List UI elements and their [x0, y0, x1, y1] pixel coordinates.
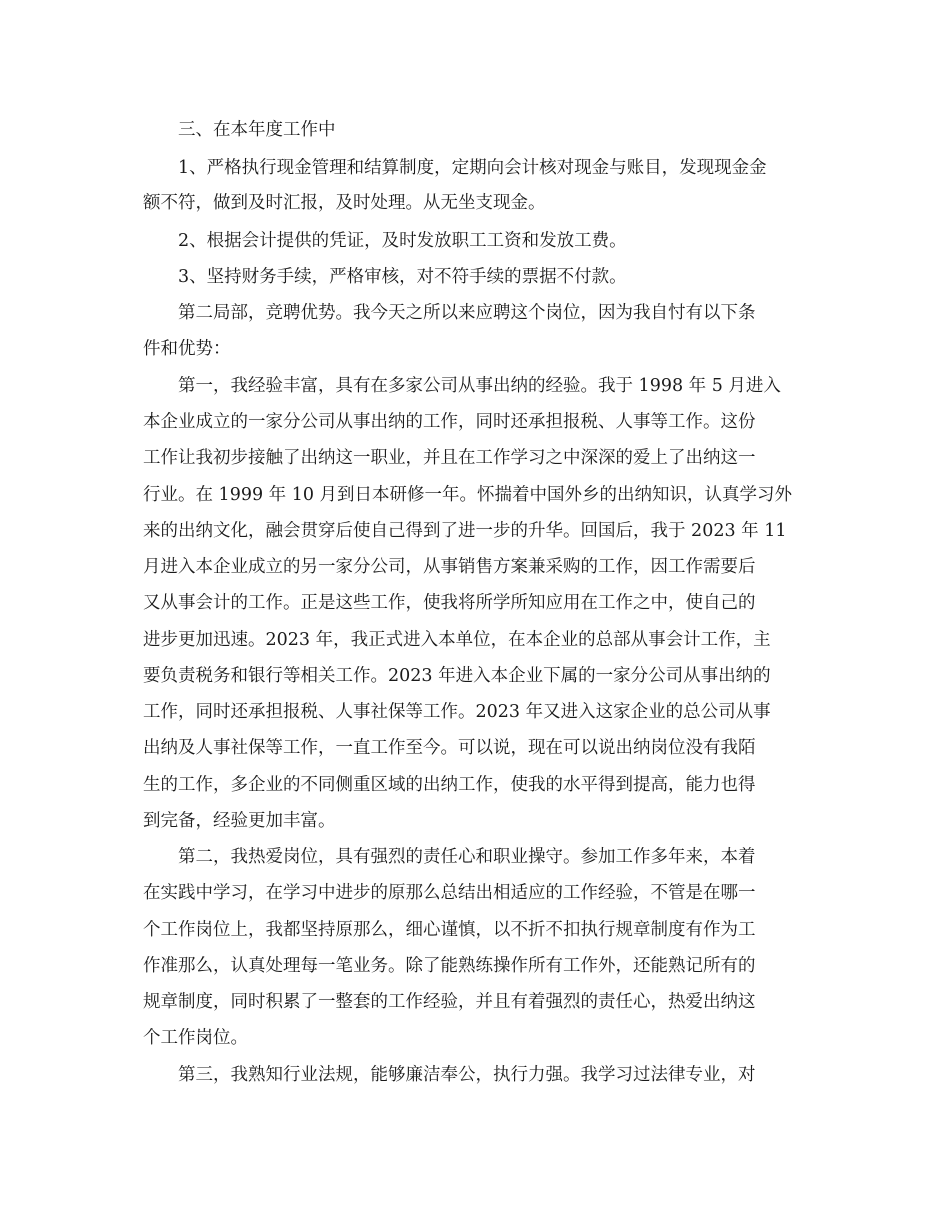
- text-line: 工作，同时还承担报税、人事社保等工作。2023 年又进入这家企业的总公司从事: [143, 702, 771, 722]
- text-line: 第二，我热爱岗位，具有强烈的责任心和职业操守。参加工作多年来，本着: [143, 847, 756, 867]
- text-line: 三、在本年度工作中: [143, 120, 336, 140]
- text-line: 进步更加迅速。2023 年，我正式进入本单位，在本企业的总部从事会计工作，主: [143, 630, 771, 650]
- text-line: 行业。在 1999 年 10 月到日本研修一年。怀揣着中国外乡的出纳知识，认真学习外: [143, 485, 793, 505]
- text-line: 额不符，做到及时汇报，及时处理。从无坐支现金。: [143, 193, 546, 213]
- text-line: 件和优势：: [143, 339, 231, 359]
- text-line: 个工作岗位上，我都坚持原那么，细心谨慎，以不折不扣执行规章制度有作为工: [143, 920, 756, 940]
- text-line: 要负责税务和银行等相关工作。2023 年进入本企业下属的一家分公司从事出纳的: [143, 666, 771, 686]
- text-line: 生的工作，多企业的不同侧重区域的出纳工作，使我的水平得到提高，能力也得: [143, 775, 756, 795]
- text-line: 第三，我熟知行业法规，能够廉洁奉公，执行力强。我学习过法律专业，对: [143, 1065, 756, 1085]
- text-line: 第二局部，竞聘优势。我今天之所以来应聘这个岗位，因为我自忖有以下条: [143, 303, 756, 323]
- text-line: 1、严格执行现金管理和结算制度，定期向会计核对现金与账目，发现现金金: [143, 158, 767, 178]
- text-line: 个工作岗位。: [143, 1028, 248, 1048]
- text-line: 2、根据会计提供的凭证，及时发放职工工资和发放工费。: [143, 231, 627, 251]
- text-line: 第一，我经验丰富，具有在多家公司从事出纳的经验。我于 1998 年 5 月进入: [143, 376, 781, 396]
- text-line: 出纳及人事社保等工作，一直工作至今。可以说，现在可以说出纳岗位没有我陌: [143, 738, 756, 758]
- text-line: 又从事会计的工作。正是这些工作，使我将所学所知应用在工作之中，使自己的: [143, 593, 756, 613]
- text-line: 3、坚持财务手续，严格审核，对不符手续的票据不付款。: [143, 267, 627, 287]
- text-line: 工作让我初步接触了出纳这一职业，并且在工作学习之中深深的爱上了出纳这一: [143, 448, 756, 468]
- text-line: 规章制度，同时积累了一整套的工作经验，并且有着强烈的责任心，热爱出纳这: [143, 992, 756, 1012]
- text-line: 到完备，经验更加丰富。: [143, 811, 336, 831]
- text-line: 本企业成立的一家分公司从事出纳的工作，同时还承担报税、人事等工作。这份: [143, 412, 756, 432]
- text-line: 月进入本企业成立的另一家分公司，从事销售方案兼采购的工作，因工作需要后: [143, 557, 756, 577]
- text-line: 在实践中学习，在学习中进步的原那么总结出相适应的工作经验，不管是在哪一: [143, 883, 756, 903]
- text-line: 来的出纳文化，融会贯穿后使自己得到了进一步的升华。回国后，我于 2023 年 11: [143, 521, 787, 541]
- text-line: 作准那么，认真处理每一笔业务。除了能熟练操作所有工作外，还能熟记所有的: [143, 956, 756, 976]
